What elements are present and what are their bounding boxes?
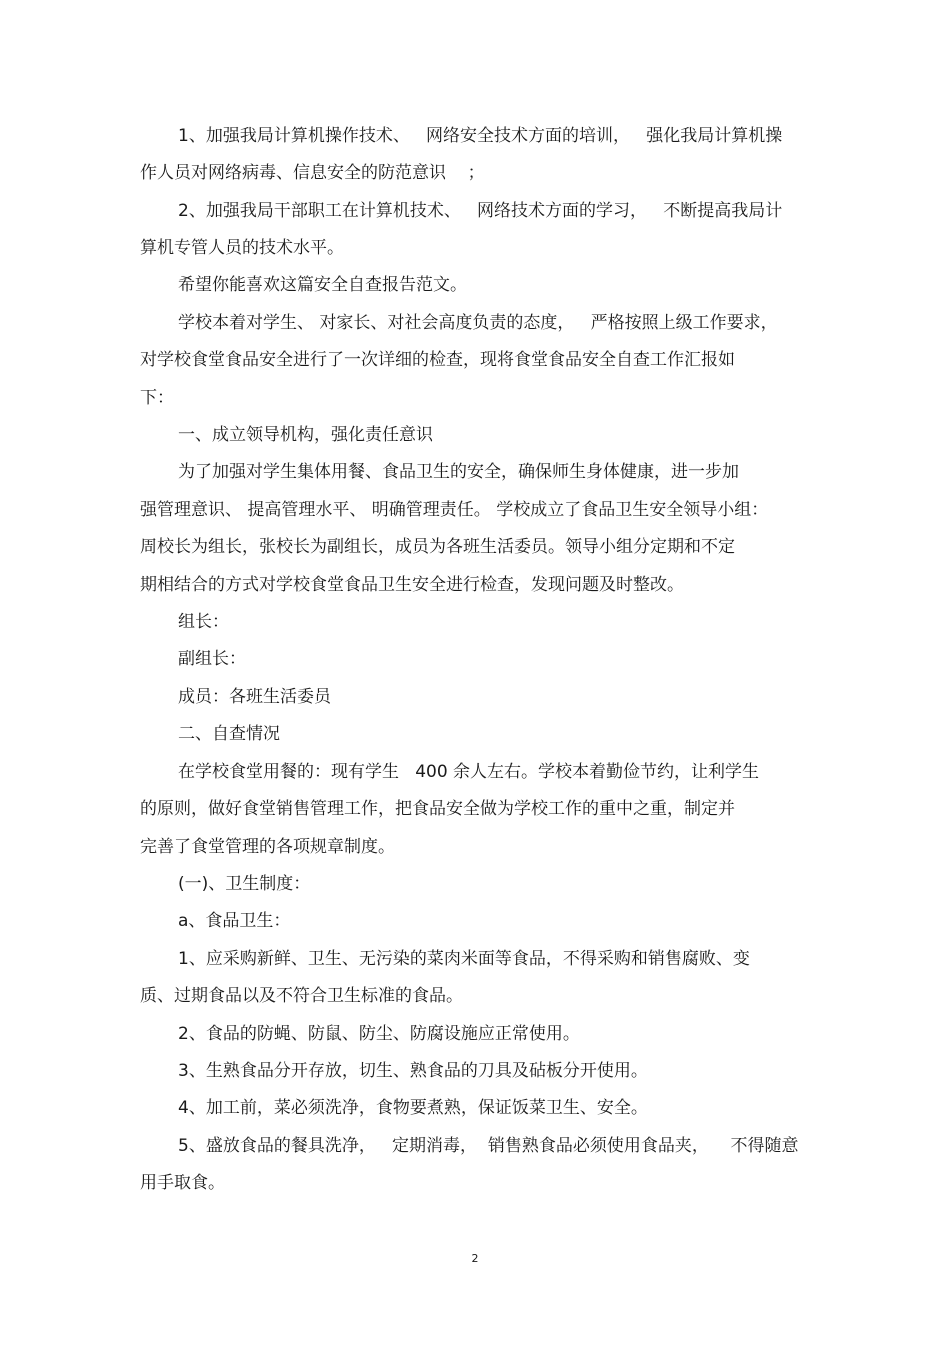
text-line: 副组长： xyxy=(178,649,246,669)
text-line: 对学校食堂食品安全进行了一次详细的检查，现将食堂食品安全自查工作汇报如 xyxy=(140,350,735,370)
text-line: 4、加工前，菜必须洗净，食物要煮熟，保证饭菜卫生、安全。 xyxy=(178,1098,648,1118)
section-heading: 一、成立领导机构，强化责任意识 xyxy=(178,425,433,445)
text-line: 强管理意识、 提高管理水平、 明确管理责任。 学校成立了食品卫生安全领导小组： xyxy=(140,500,769,520)
text-line: 学校本着对学生、 对家长、对社会高度负责的态度， 严格按照上级工作要求， xyxy=(178,313,778,333)
page-number: 2 xyxy=(471,1252,479,1265)
text-line: 2、食品的防蝇、防鼠、防尘、防腐设施应正常使用。 xyxy=(178,1024,580,1044)
text-line: 作人员对网络病毒、信息安全的防范意识 ； xyxy=(140,163,485,183)
text-line: 为了加强对学生集体用餐、食品卫生的安全，确保师生身体健康，进一步加 xyxy=(178,462,739,482)
text-line: 组长： xyxy=(178,612,229,632)
text-line: 期相结合的方式对学校食堂食品卫生安全进行检查，发现问题及时整改。 xyxy=(140,575,684,595)
text-line: 算机专管人员的技术水平。 xyxy=(140,238,344,258)
text-line: 下： xyxy=(140,388,174,408)
subsection-heading: (一)、卫生制度： xyxy=(178,874,311,894)
text-line: 在学校食堂用餐的：现有学生 400 余人左右。学校本着勤俭节约，让利学生 xyxy=(178,762,760,782)
text-line: 希望你能喜欢这篇安全自查报告范文。 xyxy=(178,275,467,295)
subsection-heading: a、食品卫生： xyxy=(178,911,291,931)
text-line: 周校长为组长，张校长为副组长，成员为各班生活委员。领导小组分定期和不定 xyxy=(140,537,735,557)
text-line: 3、生熟食品分开存放，切生、熟食品的刀具及砧板分开使用。 xyxy=(178,1061,648,1081)
text-line: 5、盛放食品的餐具洗净， 定期消毒， 销售熟食品必须使用食品夹， 不得随意 xyxy=(178,1136,799,1156)
text-line: 2、加强我局干部职工在计算机技术、 网络技术方面的学习， 不断提高我局计 xyxy=(178,201,783,221)
text-line: 用手取食。 xyxy=(140,1173,225,1193)
section-heading: 二、自查情况 xyxy=(178,724,280,744)
text-line: 成员：各班生活委员 xyxy=(178,687,331,707)
text-line: 1、加强我局计算机操作技术、 网络安全技术方面的培训， 强化我局计算机操 xyxy=(178,126,783,146)
text-line: 的原则，做好食堂销售管理工作，把食品安全做为学校工作的重中之重，制定并 xyxy=(140,799,735,819)
text-line: 完善了食堂管理的各项规章制度。 xyxy=(140,837,395,857)
text-line: 1、应采购新鲜、卫生、无污染的菜肉米面等食品，不得采购和销售腐败、变 xyxy=(178,949,750,969)
text-line: 质、过期食品以及不符合卫生标准的食品。 xyxy=(140,986,463,1006)
